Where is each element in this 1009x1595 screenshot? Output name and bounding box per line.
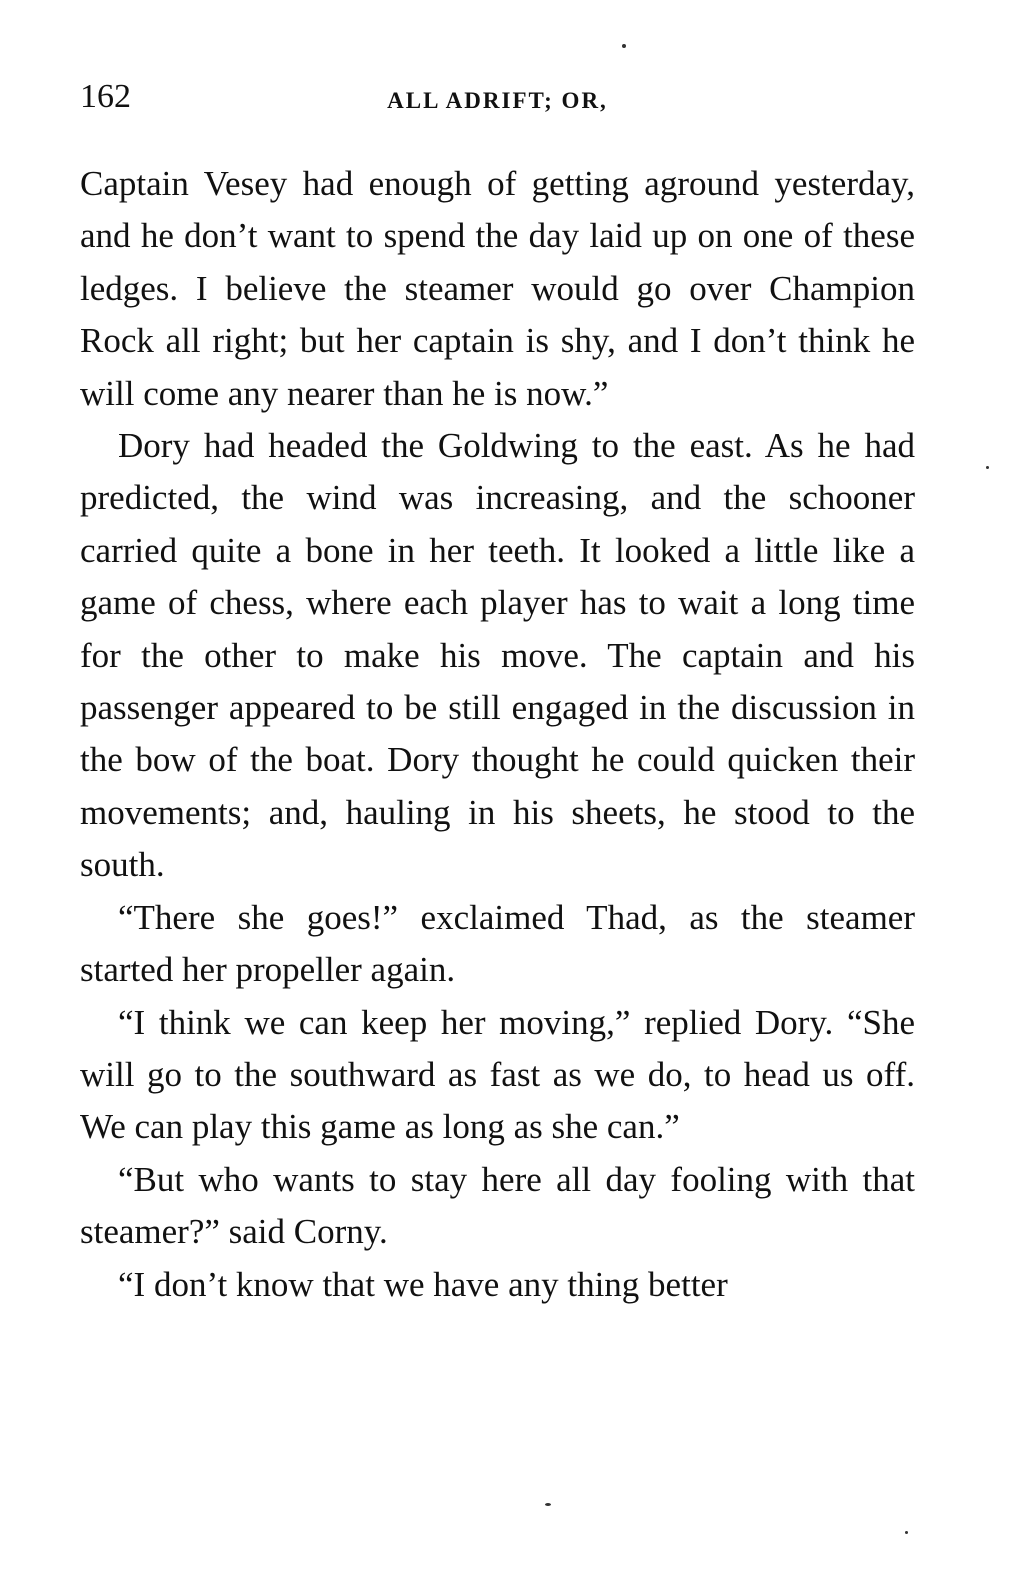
paragraph: Captain Vesey had enough of getting aground yesterday, and he don’t want to spend the day laid up on one of these ledges. I believe the steamer would go over Champion Rock all right; but her captain is shy, and I don’t think he will come any nearer than he is now.”: [80, 164, 915, 413]
paragraph: Dory had headed the Goldwing to the east. As he had predicted, the wind was increasing, and the schooner carried quite a bone in her teeth. It looked a little like a game of chess, where each player has to wait a long time for the other to make his move. The captain and his passenger appeared to be still engaged in the discussion in the bow of the boat. Dory thought he could quicken their movements; and, hauling in his sheets, he stood to the south.: [80, 426, 915, 885]
paragraph: “But who wants to stay here all day fooling with that steamer?” said Corny.: [80, 1159, 915, 1252]
page-header: [80, 72, 915, 122]
body-text: [80, 158, 915, 1311]
scan-speck: [545, 1503, 551, 1506]
scan-speck: [905, 1531, 908, 1534]
paragraph: “There she goes!” exclaimed Thad, as the steamer started her propeller again.: [80, 897, 915, 990]
paragraph: “I don’t know that we have any thing better: [118, 1264, 728, 1304]
page-number: 162: [80, 78, 131, 115]
scan-speck: [986, 466, 989, 469]
paragraph: “I think we can keep her moving,” replied Dory. “She will go to the southward as fast as we do, to head us off. We can play this game as long as she can.”: [80, 1002, 915, 1147]
scan-speck: [622, 44, 626, 48]
running-head: ALL ADRIFT; OR,: [387, 88, 608, 113]
